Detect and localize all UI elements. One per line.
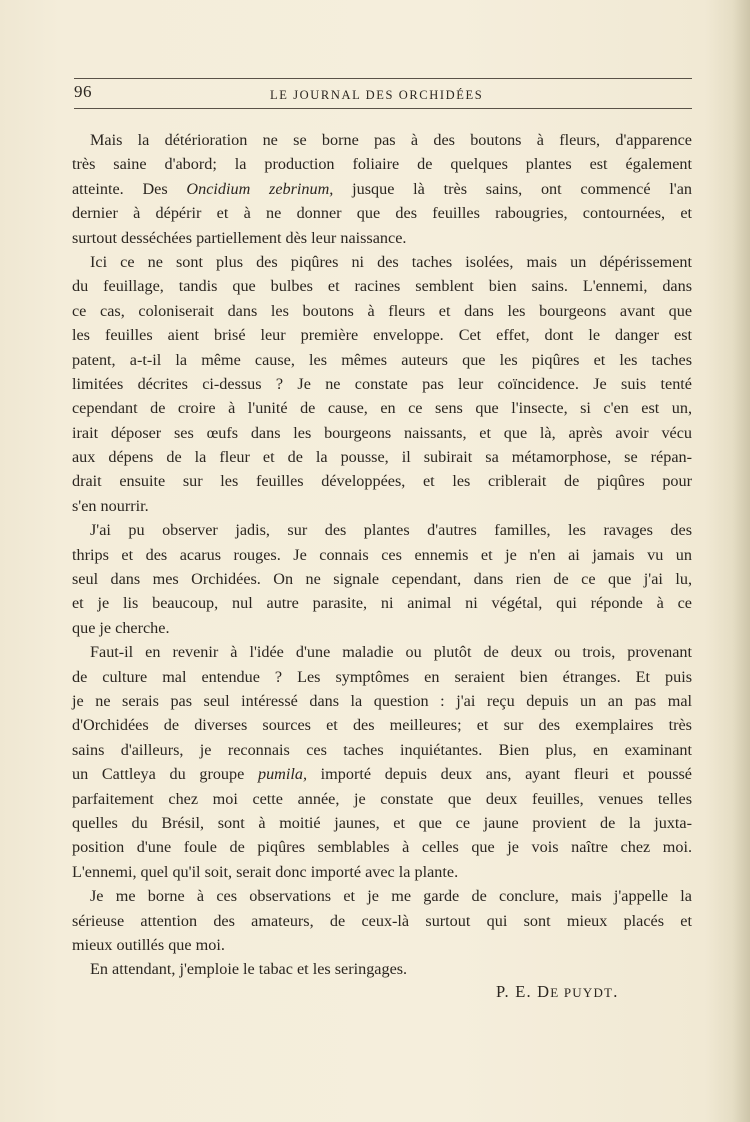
text-line: surtout desséchées partiellement dès leur naissance. <box>72 228 407 247</box>
italic-species-name: pumila, <box>257 765 307 784</box>
signature-initials: P. E. D <box>496 982 551 1001</box>
text-line: Ici ce ne sont plus des piqûres ni des taches isolées, mais un dépérissement <box>90 252 692 271</box>
article-body <box>72 128 692 982</box>
text-line: s'en nourrir. <box>72 496 149 515</box>
text-line: Faut-il en revenir à l'idée d'une maladie ou plutôt de deux ou trois, provenant <box>90 643 692 662</box>
italic-species-name: Oncidium zebrinum, <box>186 179 334 198</box>
paragraph <box>72 128 692 250</box>
author-signature <box>496 982 619 1002</box>
text-line: mieux outillés que moi. <box>72 935 225 954</box>
paragraph <box>72 640 692 884</box>
text-line: et je lis beaucoup, nul autre parasite, ni animal ni végétal, qui réponde à ce <box>72 594 692 613</box>
text-line: irait déposer ses œufs dans les bourgeons naissants, et que là, après avoir vécu <box>72 423 692 442</box>
text-line: patent, a-t-il la même cause, les mêmes auteurs que les piqûres et les taches <box>72 350 692 369</box>
text-line: que je cherche. <box>72 618 170 637</box>
text-line: seul dans mes Orchidées. On ne signale cependant, dans rien de ce que j'ai lu, <box>72 570 692 589</box>
paragraph <box>72 250 692 518</box>
text-line: quelles du Brésil, sont à moitié jaunes, et que ce jaune provient de la juxta- <box>72 813 692 832</box>
text-line: Mais la détérioration ne se borne pas à des boutons à fleurs, d'apparence <box>90 131 692 149</box>
text-line: un Cattleya du groupe pumila, importé depuis deux ans, ayant fleuri et poussé <box>72 765 692 784</box>
text-line: de culture mal entendue ? Les symptômes en seraient bien étranges. Et puis <box>72 667 692 686</box>
text-line: L'ennemi, quel qu'il soit, serait donc importé avec la plante. <box>72 862 459 881</box>
text-line: Je me borne à ces observations et je me garde de conclure, mais j'appelle la <box>90 887 692 906</box>
text-line: du feuillage, tandis que bulbes et racines semblent bien sains. L'ennemi, dans <box>72 277 692 296</box>
running-title: LE JOURNAL DES ORCHIDÉES <box>270 88 484 102</box>
text-line: thrips et des acarus rouges. Je connais ces ennemis et je n'en ai jamais vu un <box>72 545 692 564</box>
text-line: limitées décrites ci-dessus ? Je ne constate pas leur coïncidence. Je suis tenté <box>72 374 692 393</box>
text-line: je ne serais pas seul intéressé dans la question : j'ai reçu depuis un an pas mal <box>72 691 692 710</box>
text-line: dernier à dépérir et à ne donner que des feuilles rabougries, contournées, et <box>72 204 692 223</box>
signature-period: . <box>613 982 619 1001</box>
text-line: d'Orchidées de diverses sources et des meilleures; et sur des exemplaires très <box>72 716 692 735</box>
text-line: position d'une foule de piqûres semblables à celles que je vois naître chez moi. <box>72 838 692 857</box>
text-line: cependant de croire à l'unité de cause, en ce sens que l'insecte, si c'en est un, <box>72 399 692 418</box>
signature-surname: E PUYDT <box>550 985 614 1000</box>
text-line: atteinte. Des Oncidium zebrinum, jusque là très sains, ont commencé l'an <box>72 179 693 198</box>
header-bottom-rule <box>74 108 692 109</box>
page-edge-shadow <box>732 0 750 1122</box>
text-line: ce cas, coloniserait dans les boutons à fleurs et dans les bourgeons avant que <box>72 301 692 320</box>
text-line: les feuilles aient brisé leur première enveloppe. Cet effet, dont le danger est <box>72 326 692 345</box>
text-line: En attendant, j'emploie le tabac et les seringages. <box>90 960 408 979</box>
text-line: aux dépens de la fleur et de la pousse, il subirait sa métamorphose, se répan- <box>72 448 692 467</box>
text-line: J'ai pu observer jadis, sur des plantes d'autres familles, les ravages des <box>90 521 692 540</box>
paragraph <box>72 884 692 957</box>
text-line: sérieuse attention des amateurs, de ceux-là surtout qui sont mieux placés et <box>72 911 692 930</box>
page-number: 96 <box>74 82 92 101</box>
paragraph <box>72 957 692 981</box>
header-top-rule <box>74 78 692 79</box>
text-line: sains d'ailleurs, je reconnais ces taches inquiétantes. Bien plus, en examinant <box>72 740 692 759</box>
text-line: parfaitement chez moi cette année, je constate que deux feuilles, venues telles <box>72 789 692 808</box>
text-line: très saine d'abord; la production foliaire de quelques plantes est également <box>72 155 692 174</box>
text-line: drait ensuite sur les feuilles développées, et les criblerait de piqûres pour <box>72 472 692 491</box>
paragraph <box>72 518 692 640</box>
